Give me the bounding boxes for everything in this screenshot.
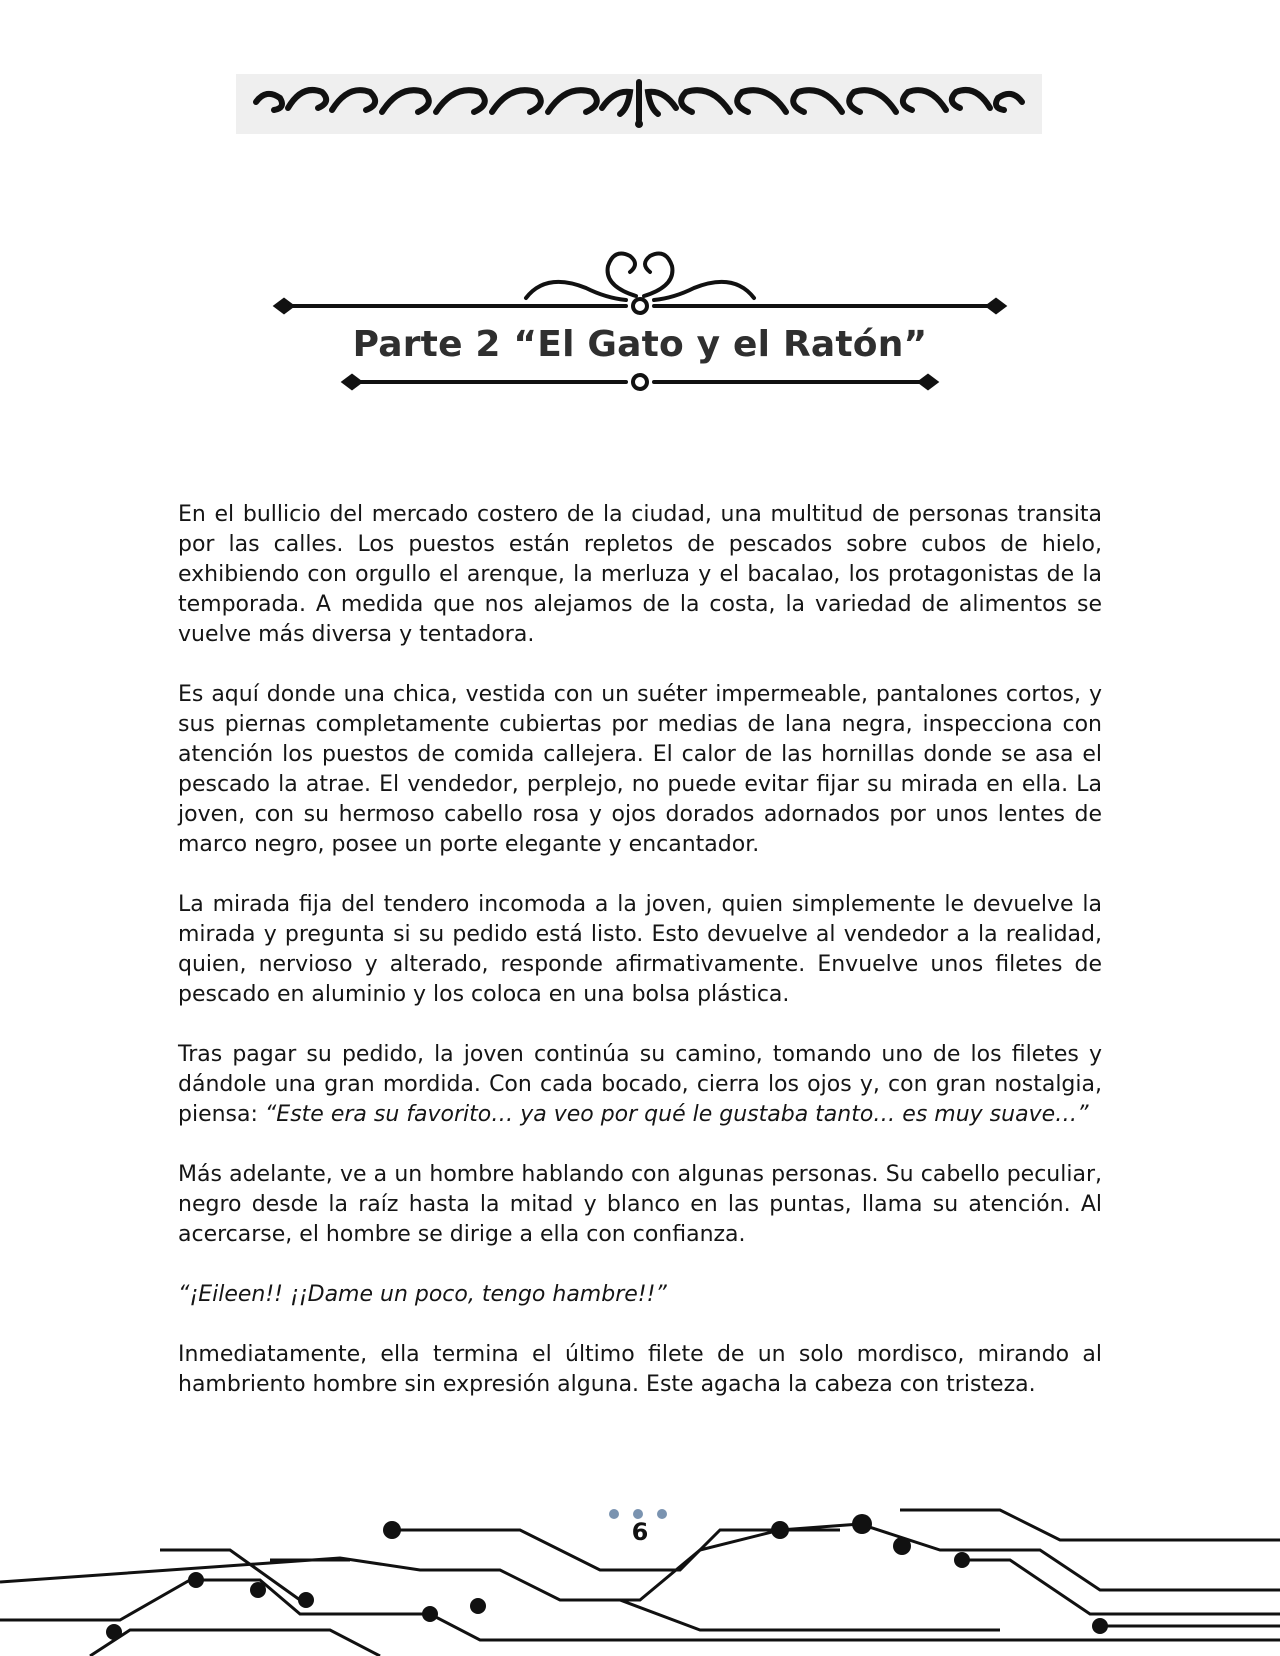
paragraph-4 [178,1040,1102,1130]
paragraph-1: En el bullicio del mercado costero de la ciudad, una multitud de personas transita por las calles. Los puestos están repletos de pescados sobre cubos de hielo, exhibiendo con orgullo el arenque, la merluza y el bacalao, los protagonistas de la temporada. A medida que nos alejamos de la costa, la variedad de alimentos se vuelve más diversa y tentadora. [178,502,1102,647]
paragraph-3: La mirada fija del tendero incomoda a la joven, quien simplemente le devuelve la mirada y pregunta si su pedido está listo. Esto devuelve al vendedor a la realidad, quien, nervioso y alterado, responde afirmativamente. Envuelve unos filetes de pescado en aluminio y los coloca en una bolsa plástica. [178,892,1102,1007]
story-body [178,500,1102,1430]
paragraph-2: Es aquí donde una chica, vestida con un suéter impermeable, pantalones cortos, y sus piernas completamente cubiertas por medias de lana negra, inspecciona con atención los puestos de comida callejera. El calor de las hornillas donde se asa el pescado la atrae. El vendedor, perplejo, no puede evitar fijar su mirada en ella. La joven, con su hermoso cabello rosa y ojos dorados adornados por unos lentes de marco negro, posee un porte elegante y encantador. [178,682,1102,857]
top-scroll-ornament [236,74,1042,134]
title-filigree-frame [270,248,1010,398]
paragraph-5: Más adelante, ve a un hombre hablando con algunas personas. Su cabello peculiar, negro desde la raíz hasta la mitad y blanco en las puntas, llama su atención. Al acercarse, el hombre se dirige a ella con confianza. [178,1162,1102,1247]
page-title: Parte 2 “El Gato y el Ratón” [352,324,928,365]
scroll-ornament-icon [236,74,1042,134]
dialogue-line: “¡Eileen!! ¡¡Dame un poco, tengo hambre!!” [178,1282,667,1307]
page-number: 6 [631,1518,649,1546]
paragraph-7: Inmediatamente, ella termina el último filete de un solo mordisco, mirando al hambriento hombre sin expresión alguna. Este agacha la cabeza con tristeza. [178,1342,1102,1397]
paragraph-4-text: Tras pagar su pedido, la joven continúa su camino, tomando uno de los filetes y dándole una gran mordida. Con cada bocado, cierra los ojos y, con gran nostalgia, piensa: [178,1042,1102,1127]
filigree-frame-icon [270,248,1010,398]
circuit-footer [0,1490,1280,1656]
paragraph-4-quote: “Este era su favorito… ya veo por qué le gustaba tanto… es muy suave…” [264,1102,1089,1127]
circuit-board-icon [0,1490,1280,1656]
